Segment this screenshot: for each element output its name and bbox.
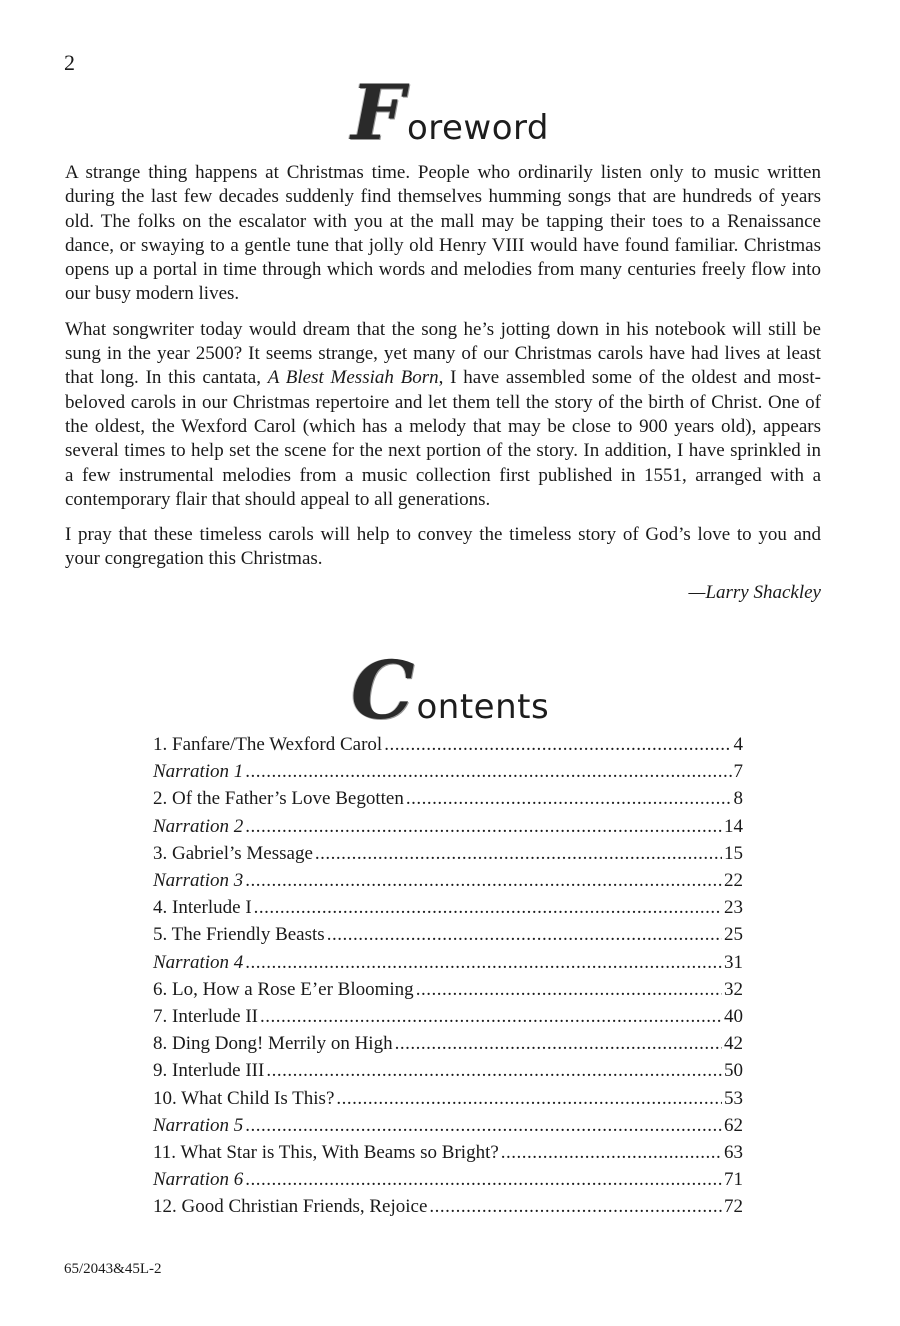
toc-entry xyxy=(153,731,743,758)
toc-dot-leader xyxy=(416,976,722,1003)
toc-entry xyxy=(153,949,743,976)
toc-dot-leader xyxy=(245,758,731,785)
toc-dot-leader xyxy=(429,1193,722,1220)
toc-entry xyxy=(153,921,743,948)
toc-entry-page: 62 xyxy=(724,1114,743,1136)
toc-entry-page: 8 xyxy=(733,788,743,810)
toc-entry-title: 8. Ding Dong! Merrily on High xyxy=(153,1033,393,1055)
contents-heading-text: ontents xyxy=(416,687,550,727)
toc-dot-leader xyxy=(245,949,722,976)
foreword-body xyxy=(65,161,821,605)
toc-dot-leader xyxy=(245,813,722,840)
toc-entry-title: 4. Interlude I xyxy=(153,897,252,919)
toc-dot-leader xyxy=(260,1003,722,1030)
toc-entry-title: 1. Fanfare/The Wexford Carol xyxy=(153,734,383,755)
toc-entry xyxy=(153,1030,743,1057)
toc-entry xyxy=(153,840,743,867)
toc-entry xyxy=(153,1166,743,1193)
toc-entry-page: 72 xyxy=(724,1196,743,1218)
toc-dot-leader xyxy=(266,1057,722,1084)
toc-entry-title: 5. The Friendly Beasts xyxy=(153,924,325,946)
toc-dot-leader xyxy=(245,1166,722,1193)
toc-entry-title: 12. Good Christian Friends, Rejoice xyxy=(153,1196,428,1218)
toc-entry-page: 31 xyxy=(724,951,743,973)
toc-entry-page: 42 xyxy=(724,1033,743,1055)
toc-dot-leader xyxy=(395,1030,722,1057)
toc-entry-page: 22 xyxy=(724,870,743,892)
toc-entry-page: 15 xyxy=(724,842,743,864)
catalog-number: 65/2043&45L-2 xyxy=(64,1261,162,1277)
foreword-drop-cap: F xyxy=(351,68,405,157)
foreword-paragraph-2-start: What songwriter today would dream that the song he’s jotting down in his notebook will still be sung in the year 2500? It seems strange, yet many of our Christmas carols have had lives at least that long. In this cantata, xyxy=(65,318,821,389)
toc-entry-title: 3. Gabriel’s Message xyxy=(153,842,313,864)
toc-entry xyxy=(153,1057,743,1084)
toc-dot-leader xyxy=(336,1085,722,1112)
toc-entry-title: Narration 6 xyxy=(153,1169,244,1191)
toc-entry xyxy=(153,785,743,812)
toc-entry-title: 6. Lo, How a Rose E’er Blooming xyxy=(153,978,414,1000)
toc-dot-leader xyxy=(245,867,722,894)
toc-entry xyxy=(153,1085,743,1112)
toc-entry xyxy=(153,1139,743,1166)
toc-entry-title: Narration 2 xyxy=(153,815,244,837)
toc-entry-title: Narration 5 xyxy=(153,1114,244,1136)
toc-entry-page: 40 xyxy=(724,1006,743,1028)
toc-dot-leader xyxy=(315,840,722,867)
page-number: 2 xyxy=(64,50,75,75)
toc-entry-page: 50 xyxy=(724,1060,743,1082)
toc-dot-leader xyxy=(384,731,731,758)
foreword-paragraph-2 xyxy=(65,318,821,512)
foreword-heading-text: oreword xyxy=(406,108,549,148)
contents-drop-cap: C xyxy=(350,643,415,737)
toc-entry-title: 11. What Star is This, With Beams so Bright? xyxy=(153,1142,499,1164)
toc-entry xyxy=(153,894,743,921)
toc-entry-title: Narration 4 xyxy=(153,951,244,973)
toc-entry-page: 7 xyxy=(733,761,743,783)
toc-entry-title: Narration 1 xyxy=(153,761,244,783)
foreword-heading xyxy=(0,68,900,157)
foreword-paragraph-2-end: , I have assembled some of the oldest and most-beloved carols in our Christmas repertoire and let them tell the story of the birth of Christ. One of the oldest, the Wexford Carol (which has a melody that may be close to 900 years old), appears several times to help set the scene for the next portion of the story. In addition, I have sprinkled in a few instrumental melodies from a music collection first published in 1551, arranged with a contemporary flair that should appeal to all generations. xyxy=(65,367,821,510)
toc-entry xyxy=(153,1112,743,1139)
toc-entry-title: 10. What Child Is This? xyxy=(153,1087,335,1109)
foreword-paragraph-1: A strange thing happens at Christmas time. People who ordinarily listen only to music written during the last few decades suddenly find themselves humming songs that are hundreds of years old. The folks on the escalator with you at the mall may be tapping their toes to a Renaissance dance, or swaying to a gentle tune that jolly old Henry VIII would have found familiar. Christmas opens up a portal in time through which words and melodies from many centuries freely flow into our busy modern lives. xyxy=(65,162,821,305)
toc-entry-page: 23 xyxy=(724,897,743,919)
toc-entry-page: 53 xyxy=(724,1087,743,1109)
toc-dot-leader xyxy=(406,785,732,812)
toc-dot-leader xyxy=(501,1139,722,1166)
toc-entry xyxy=(153,1193,743,1220)
table-of-contents xyxy=(153,731,743,1221)
toc-entry-title: 7. Interlude II xyxy=(153,1006,258,1028)
toc-entry-page: 14 xyxy=(724,815,743,837)
toc-entry-title: Narration 3 xyxy=(153,870,244,892)
toc-entry-page: 25 xyxy=(724,924,743,946)
toc-dot-leader xyxy=(327,921,722,948)
signature: —Larry Shackley xyxy=(688,581,821,603)
toc-entry xyxy=(153,976,743,1003)
toc-entry-title: 9. Interlude III xyxy=(153,1060,265,1082)
toc-entry-title: 2. Of the Father’s Love Begotten xyxy=(153,788,404,810)
toc-entry-page: 32 xyxy=(724,978,743,1000)
toc-entry xyxy=(153,1003,743,1030)
toc-entry xyxy=(153,867,743,894)
contents-heading xyxy=(0,643,900,737)
toc-dot-leader xyxy=(245,1112,722,1139)
toc-entry xyxy=(153,813,743,840)
foreword-paragraph-3: I pray that these timeless carols will help to convey the timeless story of God’s love to you and your congregation this Christmas. xyxy=(65,524,821,570)
toc-dot-leader xyxy=(254,894,722,921)
toc-entry-page: 71 xyxy=(724,1169,743,1191)
cantata-title: A Blest Messiah Born xyxy=(267,367,439,389)
toc-entry-page: 63 xyxy=(724,1142,743,1164)
toc-entry xyxy=(153,758,743,785)
toc-entry-page: 4 xyxy=(733,734,743,755)
